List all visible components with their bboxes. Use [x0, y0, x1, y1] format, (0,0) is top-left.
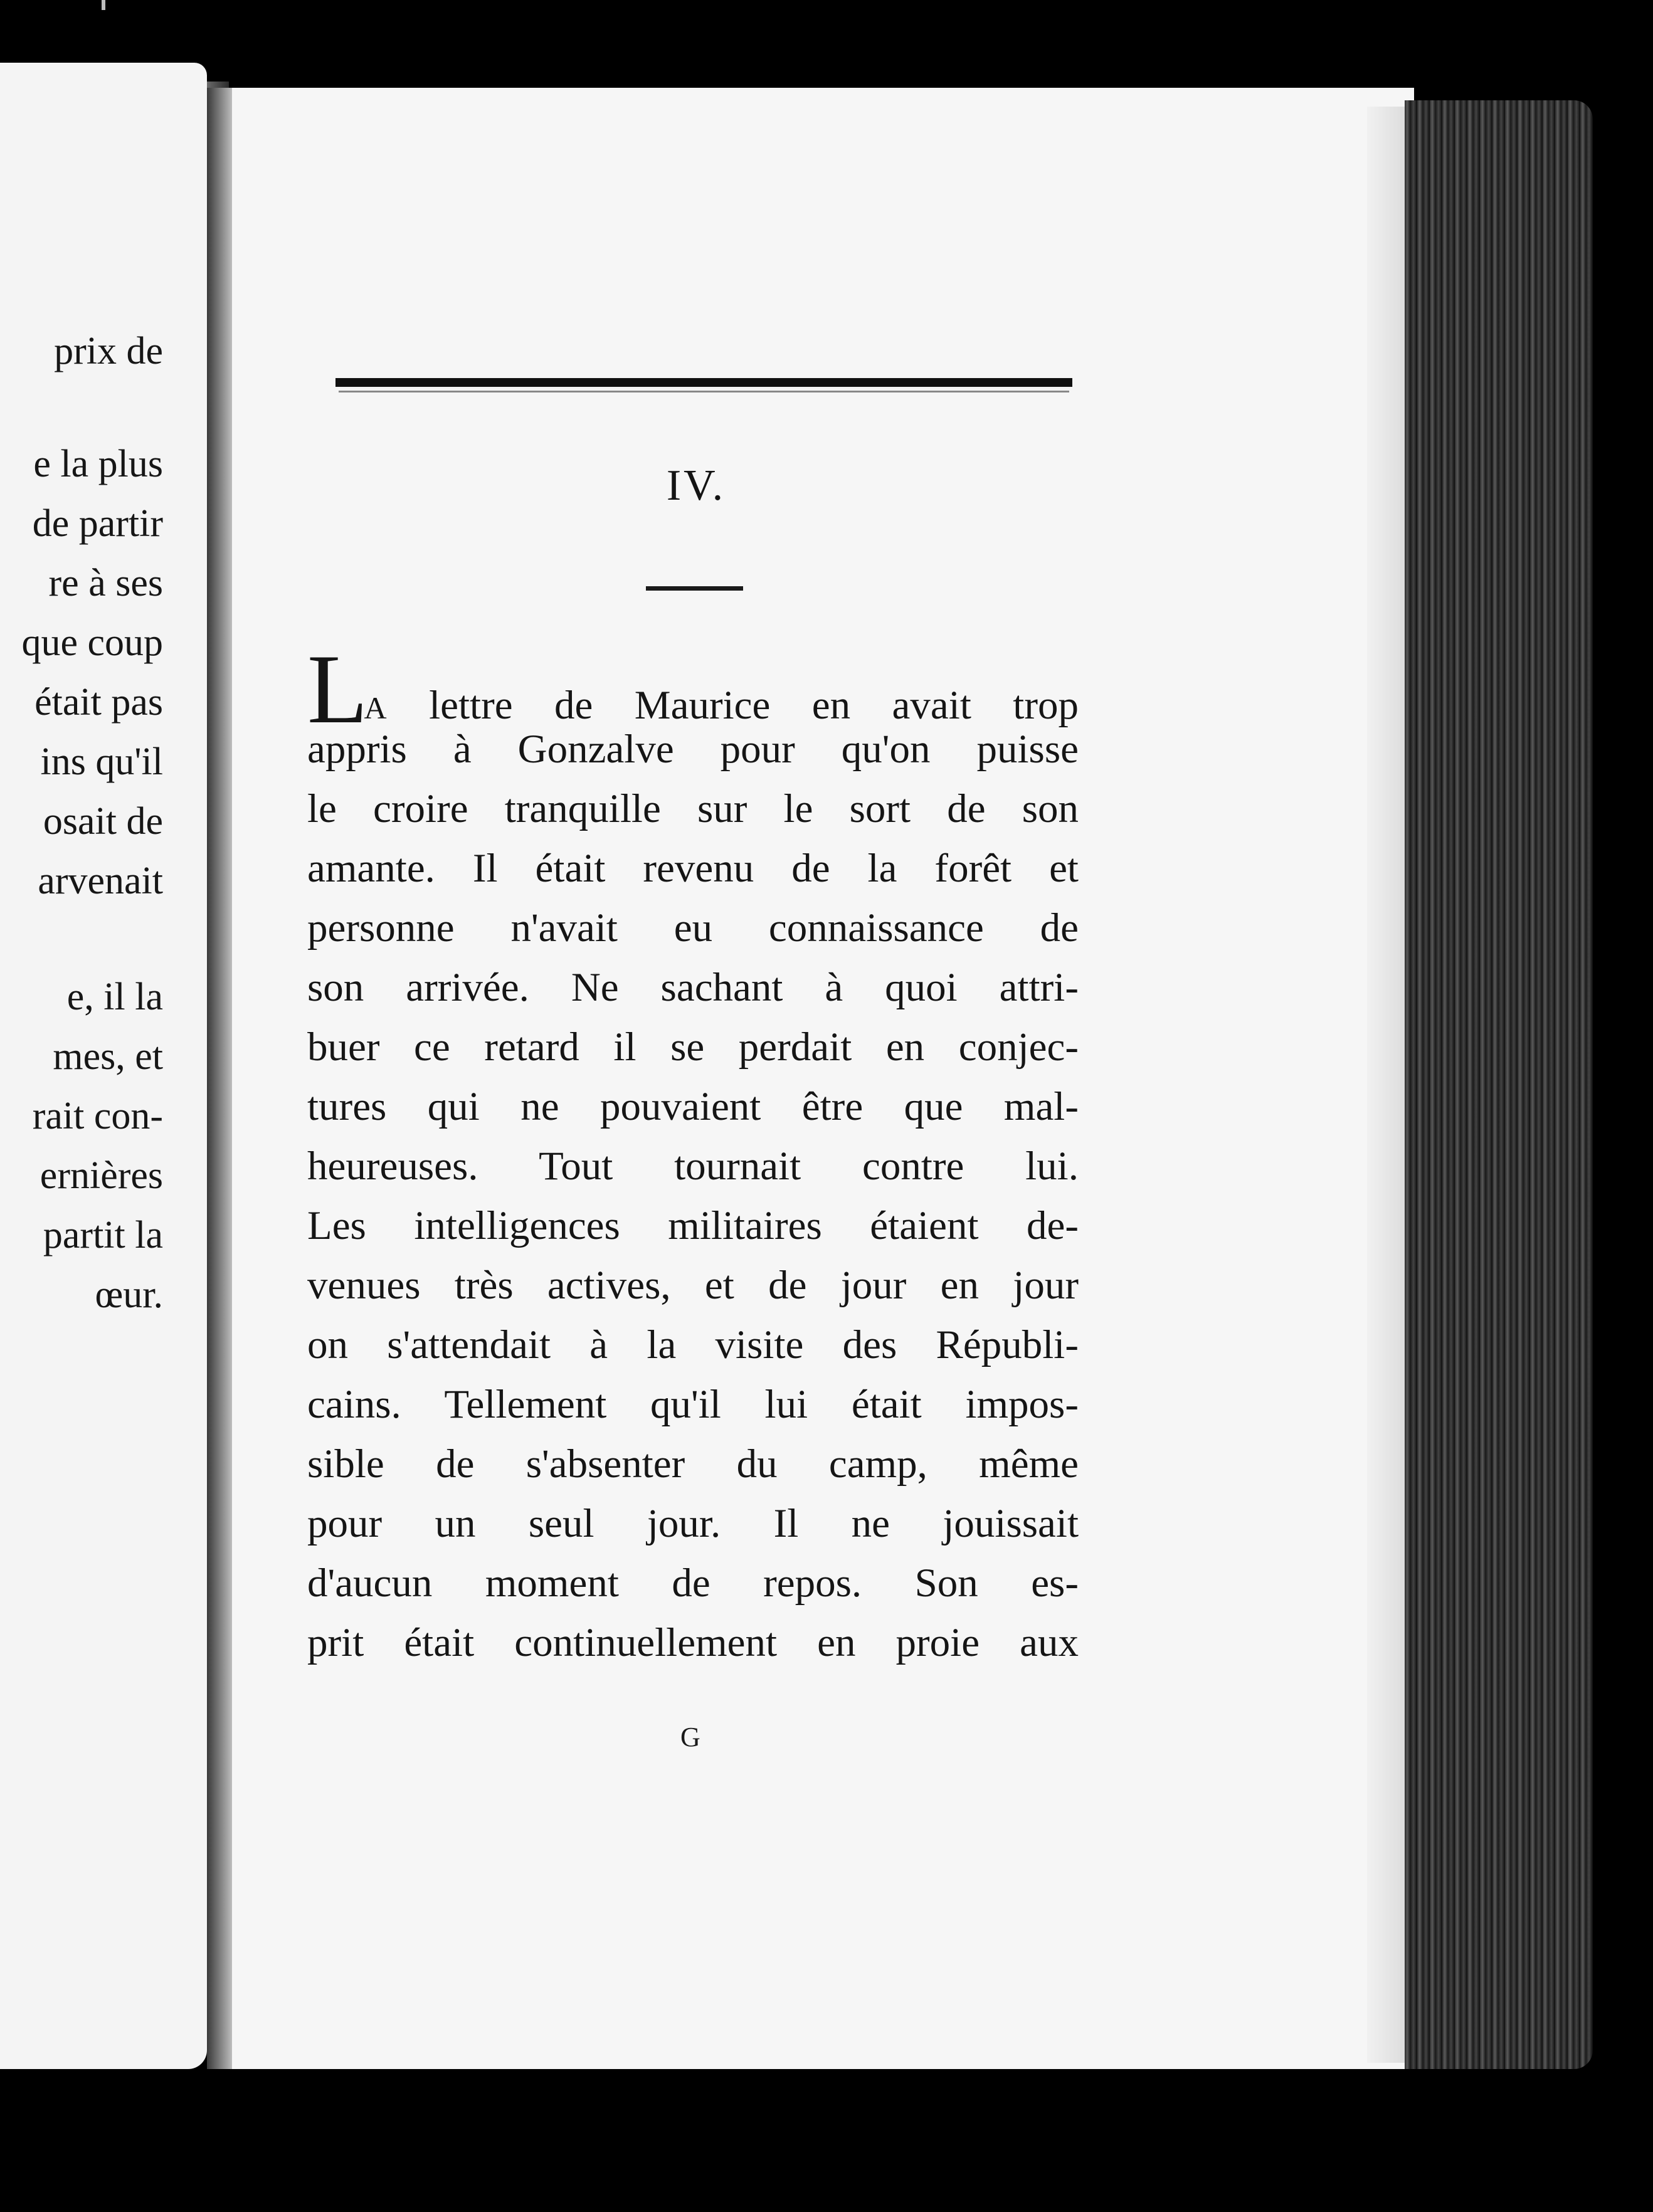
left-page-line: était pas — [34, 681, 163, 724]
text-line: personne n'avait eu connaissance de — [307, 905, 1079, 951]
left-page-line: partit la — [43, 1214, 163, 1256]
left-page-line: re à ses — [48, 562, 163, 604]
drop-cap: L — [307, 635, 363, 744]
text-line: buer ce retard il se perdait en conjec- — [307, 1024, 1079, 1070]
text-line: appris à Gonzalve pour qu'on puisse — [307, 727, 1079, 772]
left-page-line: e, il la — [66, 976, 163, 1018]
chapter-top-rule-thin — [339, 391, 1069, 392]
left-page-line: de partir — [32, 502, 163, 545]
left-page-line: œur. — [95, 1273, 163, 1316]
left-page-line: e la plus — [33, 443, 163, 485]
text-line: amante. Il était revenu de la forêt et — [307, 846, 1079, 891]
text-line: on s'attendait à la visite des Républi- — [307, 1322, 1079, 1367]
text-line: cains. Tellement qu'il lui était impos- — [307, 1382, 1079, 1427]
left-page-line: mes, et — [53, 1035, 163, 1078]
chapter-top-rule — [335, 378, 1072, 387]
chapter-short-rule — [646, 586, 743, 591]
signature-mark: G — [680, 1722, 700, 1752]
text-line: venues très actives, et de jour en jour — [307, 1263, 1079, 1308]
drop-cap-small: A — [364, 690, 388, 725]
text-line: heureuses. Tout tournait contre lui. — [307, 1144, 1079, 1189]
left-page-line: arvenait — [38, 860, 163, 902]
text-line: le croire tranquille sur le sort de son — [307, 786, 1079, 831]
text-line: prit était continuellement en proie aux — [307, 1620, 1079, 1665]
text-line: pour un seul jour. Il ne jouissait — [307, 1501, 1079, 1546]
text-line: lettre de Maurice en avait trop — [429, 683, 1079, 728]
left-page-line: que coup — [21, 621, 163, 664]
left-facing-page — [0, 63, 207, 2069]
text-line: d'aucun moment de repos. Son es- — [307, 1561, 1079, 1606]
page-binding-shadow — [207, 88, 232, 2069]
text-line: Les intelligences militaires étaient de- — [307, 1203, 1079, 1248]
book-fore-edge — [1405, 100, 1593, 2069]
scan-artifact-mark — [102, 0, 105, 10]
text-line: tures qui ne pouvaient être que mal- — [307, 1084, 1079, 1129]
left-page-line: ins qu'il — [40, 740, 163, 783]
chapter-heading: IV. — [666, 461, 726, 510]
left-page-line: ernières — [40, 1154, 163, 1197]
left-page-line: rait con- — [32, 1095, 163, 1137]
text-line-first — [307, 635, 1079, 744]
left-page-line: prix de — [54, 330, 163, 372]
text-line: sible de s'absenter du camp, même — [307, 1441, 1079, 1487]
text-line: son arrivée. Ne sachant à quoi attri- — [307, 965, 1079, 1010]
left-page-line: osait de — [43, 800, 163, 843]
